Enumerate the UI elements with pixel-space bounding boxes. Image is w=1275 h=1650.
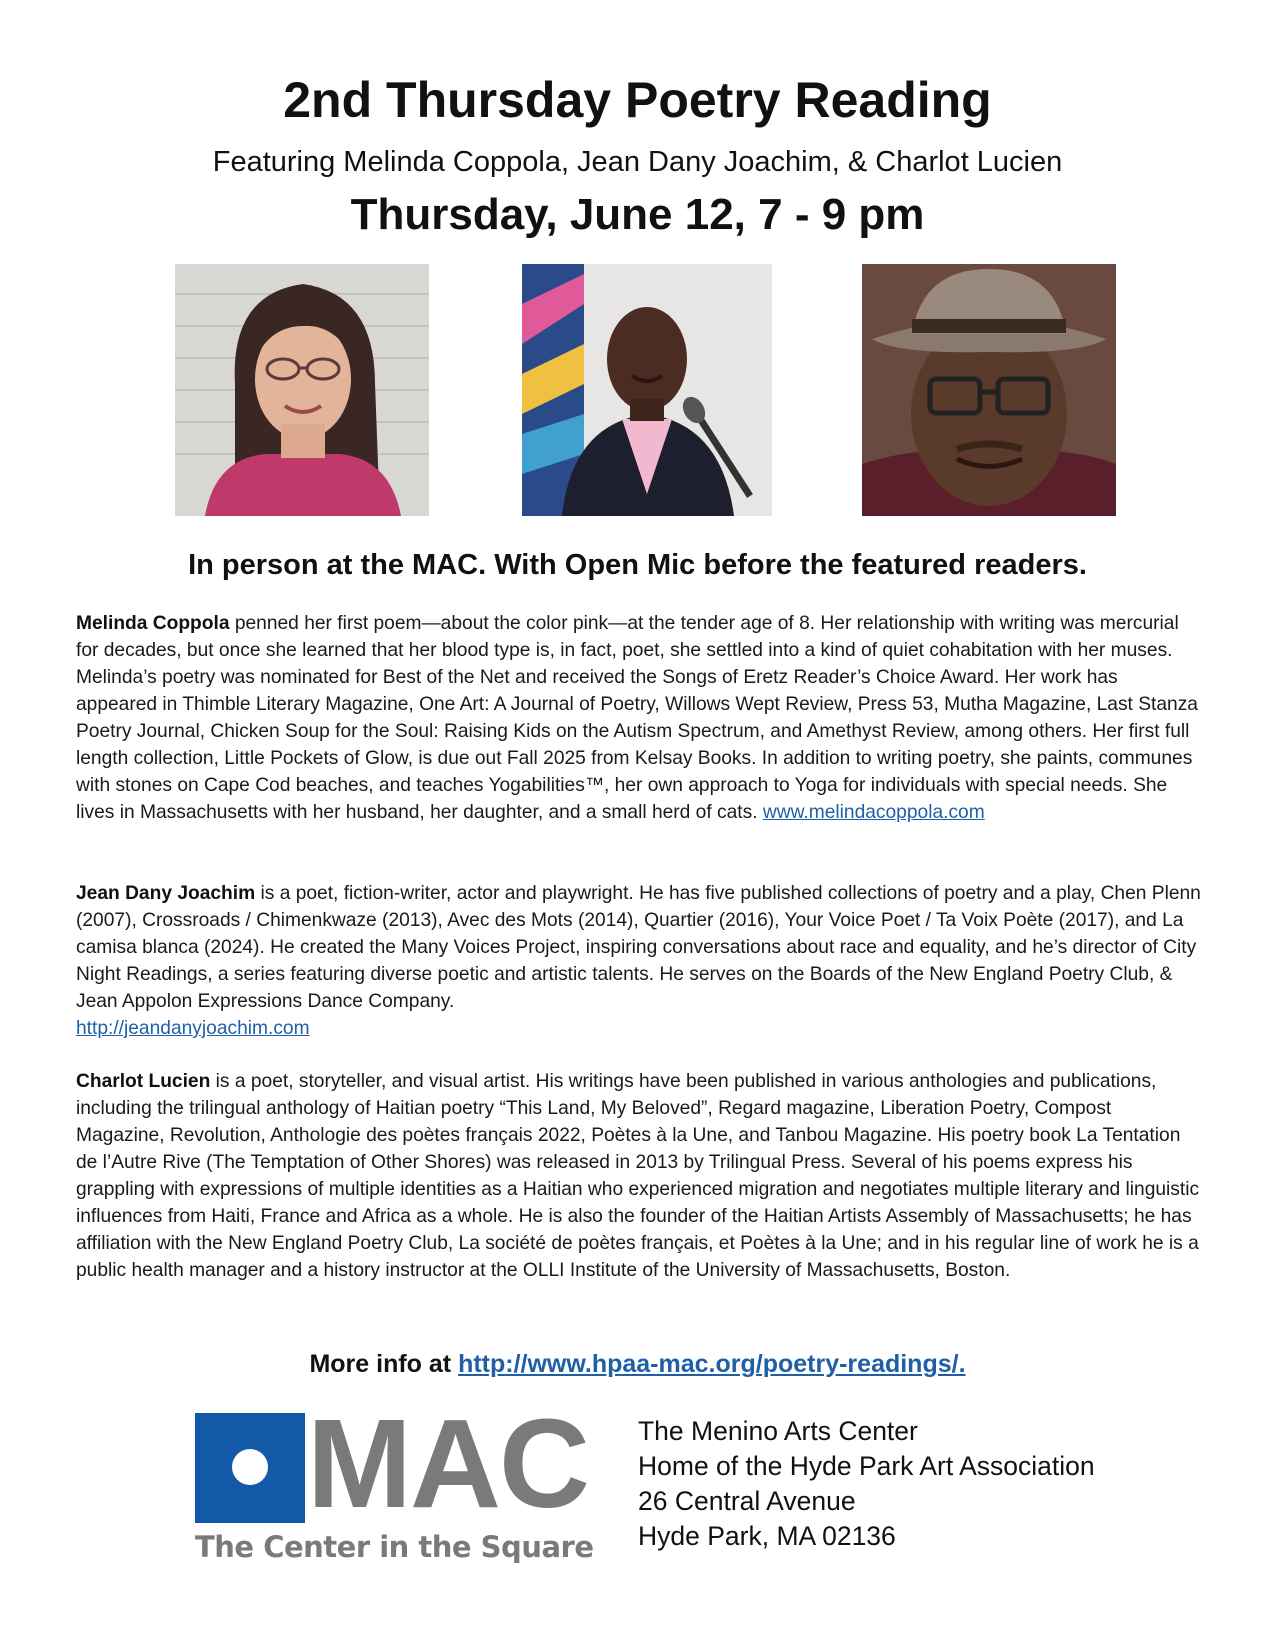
event-title: 2nd Thursday Poetry Reading [283, 72, 992, 128]
bio-name: Melinda Coppola [76, 613, 230, 634]
bio-name: Jean Dany Joachim [76, 883, 256, 904]
portrait-woman-image [175, 264, 429, 516]
photo-charlot-lucien [862, 264, 1116, 516]
bio-text: is a poet, storyteller, and visual artist. His writings have been published in various anthologies and publications, including the trilingual anthology of Haitian poetry “This Land, My Beloved”, Regard magazine, Liberation Poetry, Compost Magazine, Revolution, Anthologie des poètes français 2022, Poètes à la Une, and Tanbou Magazine. His poetry book La Tentation de l’Autre Rive (The Temptation of Other Shores) was released in 2013 by Trilingual Press. Several of his poems express his grappling with expressions of multiple identities as a Haitian who experienced migration and negotiates multiple literary and linguistic influences from Haiti, France and Africa as a whole. He is also the founder of the Haitian Artists Assembly of Massachusetts; he has affiliation with the New England Poetry Club, La société de poètes français, et Poètes à la Une; and in his regular line of work he is a public health manager and a history instructor at the OLLI Institute of the University of Massachusetts, Boston. [76, 1071, 1200, 1281]
more-info-link[interactable]: http://www.hpaa-mac.org/poetry-readings/. [458, 1350, 966, 1378]
bio-name: Charlot Lucien [76, 1071, 211, 1092]
portrait-man-hat-image [862, 264, 1116, 516]
logo-text: MAC [307, 1393, 588, 1534]
bio-melinda-coppola [76, 610, 1201, 826]
website-link[interactable]: http://jeandanyjoachim.com [76, 1018, 310, 1039]
logo-dot-icon [232, 1449, 268, 1485]
bio-text: penned her first poem—about the color pink—at the tender age of 8. Her relationship with writing was mercurial for decades, but once she learned that her blood type is, in fact, poet, she settled into a kind of quiet cohabitation with her muses. Melinda’s poetry was nominated for Best of the Net and received the Songs of Eretz Reader’s Choice Award. Her work has appeared in Thimble Literary Magazine, One Art: A Journal of Poetry, Willows Wept Review, Press 53, Mutha Magazine, Last Stanza Poetry Journal, Chicken Soup for the Soul: Raising Kids on the Autism Spectrum, and Amethyst Review, among others. Her first full length collection, Little Pockets of Glow, is due out Fall 2025 from Kelsay Books. In addition to writing poetry, she paints, communes with stones on Cape Cod beaches, and teaches Yogabilities™, her own approach to Yoga for individuals with special needs. She lives in Massachusetts with her husband, her daughter, and a small herd of cats. [76, 613, 1198, 823]
address-line-street: 26 Central Avenue [638, 1486, 856, 1516]
address-line-city: Hyde Park, MA 02136 [638, 1521, 896, 1551]
logo-square-icon [195, 1413, 305, 1523]
portrait-speaker-image [522, 264, 772, 516]
bio-jean-dany-joachim [76, 880, 1201, 1042]
venue-address [638, 1414, 1198, 1554]
logo-tagline: The Center in the Square [195, 1530, 594, 1564]
address-line-org: Home of the Hyde Park Art Association [638, 1451, 1095, 1481]
event-tagline: In person at the MAC. With Open Mic before the featured readers. [188, 549, 1087, 581]
photo-melinda-coppola [175, 264, 429, 516]
more-info [0, 1347, 1275, 1381]
more-info-label: More info at [309, 1350, 459, 1378]
event-date: Thursday, June 12, 7 - 9 pm [350, 190, 925, 239]
address-line-venue: The Menino Arts Center [638, 1416, 918, 1446]
photo-jean-dany-joachim [522, 264, 772, 516]
mac-logo [195, 1393, 595, 1564]
website-link[interactable]: www.melindacoppola.com [762, 802, 985, 823]
bio-charlot-lucien [76, 1068, 1201, 1284]
bio-text: is a poet, fiction-writer, actor and playwright. He has five published collections of poetry and a play, Chen Plenn (2007), Crossroads / Chimenkwaze (2013), Avec des Mots (2014), Quartier (2016), Your Voice Poet / Ta Voix Poète (2017), and La camisa blanca (2024). He created the Many Voices Project, inspiring conversations about race and equality, and he’s director of City Night Readings, a series featuring diverse poetic and artistic talents. He serves on the Boards of the New England Poetry Club, & Jean Appolon Expressions Dance Company. [76, 883, 1201, 1012]
event-subtitle: Featuring Melinda Coppola, Jean Dany Joachim, & Charlot Lucien [212, 146, 1063, 178]
